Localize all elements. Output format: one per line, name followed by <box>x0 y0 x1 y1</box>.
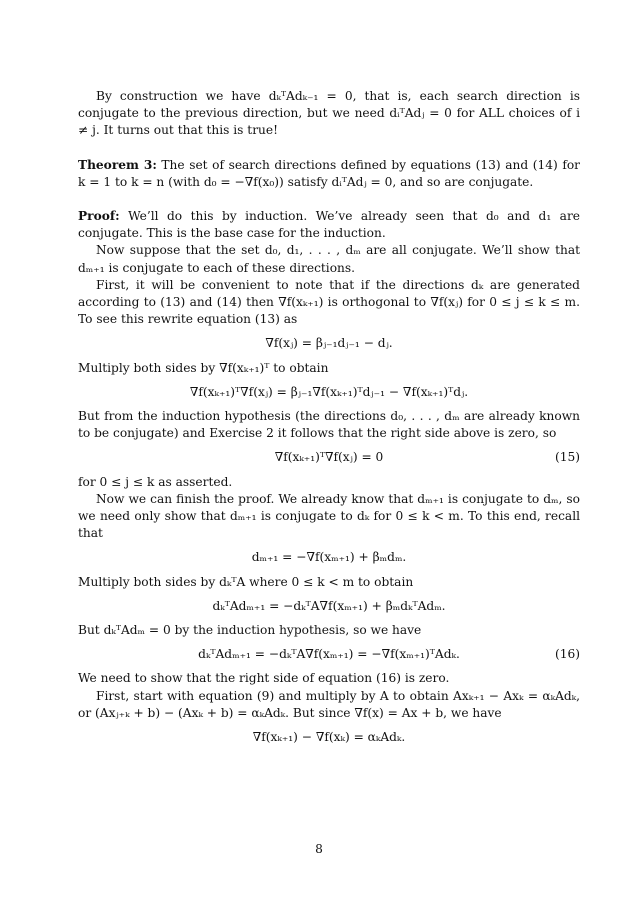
equation-16 <box>78 646 580 663</box>
equation-inner-product <box>78 384 580 401</box>
equation-15 <box>78 449 580 466</box>
theorem-body: The set of search directions defined by equations (13) and (14) for k = 1 to k = n (with d₀ = −∇f(x₀)) satisfy dᵢᵀAdⱼ = 0, and so are conjugate. <box>78 157 580 189</box>
equation-gradient-rewrite <box>78 335 580 352</box>
equation-text: ∇f(xₖ₊₁) − ∇f(xₖ) = αₖAdₖ. <box>252 730 406 745</box>
paragraph-suppose: Now suppose that the set d₀, d₁, . . . , dₘ are all conjugate. We’ll show that dₘ₊₁ is conjugate to each of these directions. <box>78 243 580 275</box>
equation-number: (16) <box>554 647 580 662</box>
proof-label: Proof: <box>78 209 120 224</box>
theorem-3 <box>78 157 580 191</box>
paragraph-multiply-2: Multiply both sides by dₖᵀA where 0 ≤ k < m to obtain <box>78 574 414 589</box>
paragraph-induction: But from the induction hypothesis (the directions d₀, . . . , dₘ are already known to be conjugate) and Exercise 2 it follows that the right side above is zero, so <box>78 409 580 441</box>
equation-number: (15) <box>554 450 580 465</box>
paragraph-but: But dₖᵀAdₘ = 0 by the induction hypothesis, so we have <box>78 623 422 638</box>
equation-gradient-difference <box>78 729 580 746</box>
paragraph-finish: Now we can finish the proof. We already know that dₘ₊₁ is conjugate to dₘ, so we need only show that dₘ₊₁ is conjugate to dₖ for 0 ≤ k < m. To this end, recall that <box>78 491 580 541</box>
proof-body: We’ll do this by induction. We’ve already seen that d₀ and d₁ are conjugate. This is the base case for the induction. <box>78 209 580 241</box>
paragraph-need: We need to show that the right side of equation (16) is zero. <box>78 671 450 686</box>
equation-text: dₘ₊₁ = −∇f(xₘ₊₁) + βₘdₘ. <box>251 550 407 565</box>
paragraph-first: First, it will be convenient to note that if the directions dₖ are generated according to (13) and (14) then ∇f(xₖ₊₁) is orthogonal to ∇f(xⱼ) for 0 ≤ j ≤ k ≤ m. To see this rewrite equation (13) as <box>78 277 580 327</box>
equation-text: dₖᵀAdₘ₊₁ = −dₖᵀA∇f(xₘ₊₁) + βₘdₖᵀAdₘ. <box>212 598 446 613</box>
equation-text: ∇f(xₖ₊₁)ᵀ∇f(xⱼ) = βⱼ₋₁∇f(xₖ₊₁)ᵀdⱼ₋₁ − ∇f(xₖ₊₁)ᵀdⱼ. <box>189 384 469 399</box>
equation-text: ∇f(xₖ₊₁)ᵀ∇f(xⱼ) = 0 <box>274 450 384 465</box>
theorem-label: Theorem 3: <box>78 157 157 172</box>
page-content <box>78 88 580 753</box>
equation-direction-update <box>78 549 580 566</box>
equation-text: dₖᵀAdₘ₊₁ = −dₖᵀA∇f(xₘ₊₁) = −∇f(xₘ₊₁)ᵀAdₖ. <box>198 647 460 662</box>
proof <box>78 208 580 242</box>
page-number: 8 <box>315 842 323 856</box>
paragraph-asserted: for 0 ≤ j ≤ k as asserted. <box>78 474 233 489</box>
paragraph-intro: By construction we have dₖᵀAdₖ₋₁ = 0, that is, each search direction is conjugate to the previous direction, but we need dᵢᵀAdⱼ = 0 for ALL choices of i ≠ j. It turns out that this is true! <box>78 89 580 138</box>
equation-text: ∇f(xⱼ) = βⱼ₋₁dⱼ₋₁ − dⱼ. <box>265 336 393 351</box>
paragraph-start: First, start with equation (9) and multiply by A to obtain Axₖ₊₁ − Axₖ = αₖAdₖ, or (Axⱼ₊ₖ + b) − (Axₖ + b) = αₖAdₖ. But since ∇f(x) = Ax + b, we have <box>78 688 580 720</box>
equation-multiplied <box>78 598 580 615</box>
paragraph-multiply-1: Multiply both sides by ∇f(xₖ₊₁)ᵀ to obtain <box>78 360 329 375</box>
